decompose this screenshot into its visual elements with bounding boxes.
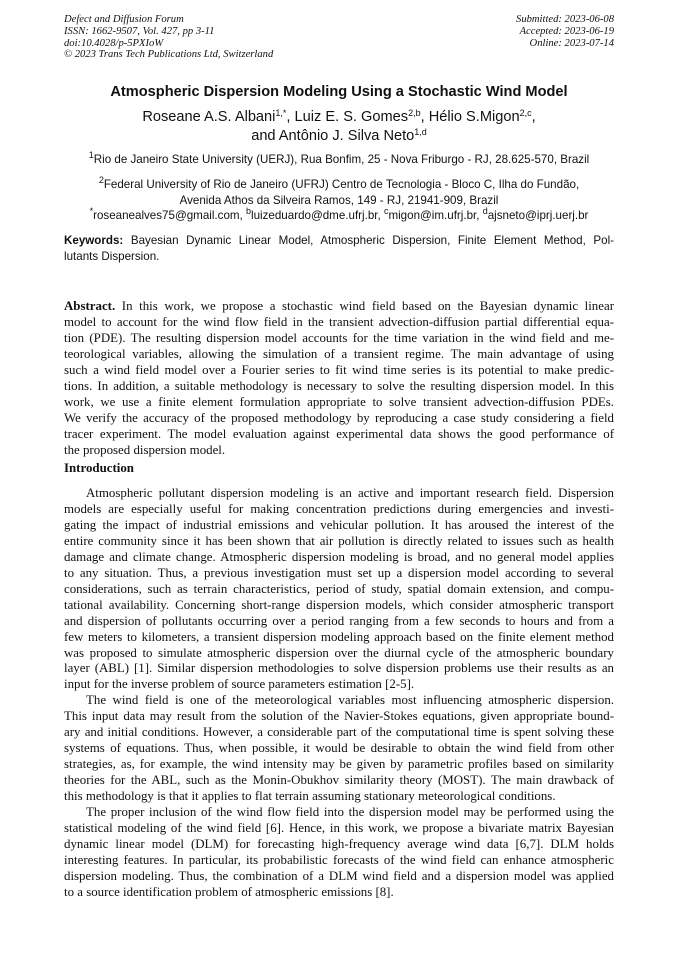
sep: ,	[420, 109, 429, 125]
email[interactable]: roseanealves75@gmail.com,	[93, 209, 246, 222]
emails	[89, 206, 589, 222]
abstract-line: tions. In addition, a suitable methodology is necessary to solve the resulting dispersion model. In this	[64, 378, 614, 393]
author-sup: 1,*	[275, 108, 287, 118]
paragraph-line: considerations, such as terrain characteristics, period of study, spatial domain extension, and compu-	[64, 581, 614, 596]
paragraph-line: tational availability. Concerning short-range dispersion models, which consider atmospheric transport	[64, 597, 614, 612]
issn: ISSN: 1662-9507, Vol. 427, pp 3-11	[64, 25, 215, 37]
introduction-body	[64, 486, 614, 901]
keywords-text: lutants Dispersion.	[64, 249, 160, 263]
author: and Antônio J. Silva Neto	[251, 128, 415, 144]
paragraph-line: Atmospheric pollutant dispersion modeling is an active and important research field. Dispersion	[86, 486, 614, 500]
paragraph-line: strategies, as, for example, the wind intensity may be given by parametric profiles based on similarity	[64, 757, 614, 772]
paragraph-line: The proper inclusion of the wind flow field into the dispersion model may be performed using the	[86, 805, 614, 820]
keywords-text: Bayesian Dynamic Linear Model, Atmospheric Dispersion, Finite Element Method, Pol-	[123, 234, 614, 247]
paragraph-line: interesting features. In particular, its probabilistic forecasts of the wind field can enhance atmospheric	[64, 852, 614, 867]
paragraph-line: The wind field is one of the meteorological variables most influencing atmospheric dispersion.	[86, 693, 614, 708]
paragraph-line: gating the impact of industrial emissions and vehicular pollution. It has aroused the interest of the	[64, 517, 614, 532]
paragraph-line: statistical modeling of the wind field [6]. Hence, in this work, we propose a bivariate matrix Bayesian	[64, 821, 614, 836]
abstract-label: Abstract.	[64, 299, 116, 313]
copyright: © 2023 Trans Tech Publications Ltd, Switzerland	[64, 49, 274, 61]
accepted-date: Accepted: 2023-06-19	[519, 25, 614, 37]
author: Luiz E. S. Gomes	[294, 109, 409, 125]
affiliation-1	[0, 152, 678, 168]
online-date: Online: 2023-07-14	[529, 37, 614, 49]
introduction-heading: Introduction	[64, 461, 134, 475]
keywords	[64, 233, 614, 264]
paragraph-line: entire community since it has been shown that air pollution is directly related to issues such as health	[64, 533, 614, 548]
doi: doi:10.4028/p-5PXIoW	[64, 37, 164, 49]
email[interactable]: migon@im.ufrj.br,	[388, 209, 483, 222]
paragraph-line: and dispersion of pollutants occurring over a period ranging from a few seconds to hours and from a	[64, 613, 614, 628]
aff-sup: 1	[88, 150, 94, 160]
journal-info	[64, 14, 273, 61]
authors	[0, 108, 678, 146]
abstract-line: teorological variables, allowing the simulation of a transient regime. The main advantage of using	[64, 346, 614, 361]
author: Roseane A.S. Albani	[142, 109, 276, 125]
abstract	[64, 299, 614, 459]
paragraph-line: this methodology is that it applies to flat terrain assuming stationary meteorological conditions.	[64, 789, 556, 804]
abstract-line: We verify the accuracy of the proposed methodology by reproducing a case study considering a field	[64, 410, 614, 425]
email-sup: *	[89, 206, 94, 216]
sep: ,	[531, 109, 536, 125]
email[interactable]: ajsneto@iprj.uerj.br	[487, 209, 589, 222]
abstract-line: tracer experiment. The model evaluation against experimental data shows the good performance of	[64, 426, 614, 441]
abstract-line: such a wind field model over a Fourier series to fit wind time series is its potential to make predic-	[64, 362, 614, 377]
paragraph-line: models are especially useful for making concentration predictions during emergencies and investi-	[64, 501, 614, 516]
author-sup: 2,b	[408, 108, 421, 118]
submitted-date: Submitted: 2023-06-08	[516, 14, 614, 25]
affiliation-2	[0, 177, 678, 224]
abstract-line: model to account for the wind flow field in the transient advection-diffusion partial differential equa-	[64, 314, 614, 329]
author-sup: 2,c	[519, 108, 532, 118]
paragraph-line: dynamic linear model (DLM) for forecasting high-frequency average wind data [6,7]. DLM holds	[64, 836, 614, 851]
journal-name: Defect and Diffusion Forum	[64, 14, 184, 25]
email[interactable]: luizeduardo@dme.ufrj.br,	[251, 209, 384, 222]
author: Hélio S.Migon	[428, 109, 520, 125]
paragraph-line: to a source identification problem of atmospheric emissions [8].	[64, 884, 394, 899]
author-sup: 1,d	[414, 127, 427, 137]
paragraph-line: theories for the ABL, such as the Monin-Obukhov similarity theory (MOST). The main drawback of	[64, 773, 614, 788]
abstract-line	[64, 299, 614, 315]
sep: ,	[286, 109, 295, 125]
paragraph-line: This input data may result from the solution of the Navier-Stokes equations, given appropriate bound-	[64, 709, 614, 724]
paper-title: Atmospheric Dispersion Modeling Using a Stochastic Wind Model	[110, 84, 568, 100]
aff-text: Federal University of Rio de Janeiro (UFRJ) Centro de Tecnologia - Bloco C, Ilha do Fundão,	[103, 178, 580, 191]
paragraph-line: systems of equations. Thus, when possible, it would be desirable to obtain the wind field from other	[64, 741, 614, 756]
paragraph-line: dispersion modeling. Thus, the combination of a DLM wind field and a dispersion model was applied	[64, 868, 614, 883]
dates-info	[516, 14, 614, 49]
abstract-line: tion (PDE). The resulting dispersion model accounts for the time variation in the wind field and me-	[64, 330, 614, 345]
email-sup: d	[482, 206, 488, 216]
paragraph-line: few meters to kilometers, a transient dispersion modeling approach based on the finite element method	[64, 629, 614, 644]
abstract-text: In this work, we propose a stochastic wind field based on the Bayesian dynamic linear	[115, 299, 614, 313]
paragraph-line: to any situation. Thus, a previous investigation must set up a dispersion model according to several	[64, 565, 614, 580]
paragraph-line: input for the inverse problem of source parameters estimation [2-5].	[64, 677, 415, 692]
keywords-label: Keywords:	[64, 234, 124, 247]
abstract-line: the proposed dispersion model.	[64, 442, 226, 457]
aff-sup: 2	[98, 175, 104, 185]
email-sup: c	[383, 206, 389, 216]
paragraph-line: layer (ABL) [1]. Similar dispersion methodologies to solve dispersion problems use their results as an	[64, 661, 614, 676]
paragraph-line: damage and climate change. Atmospheric dispersion modeling is broad, and no general model applies	[64, 549, 614, 564]
paragraph-line: ary and initial conditions. However, a considerable part of the computational time is spent solving these	[64, 725, 614, 740]
abstract-line: work, we use a finite element formulation appropriate to solve transient advection-diffusion PDEs.	[64, 394, 614, 409]
email-sup: b	[246, 206, 252, 216]
aff-text: Rio de Janeiro State University (UERJ), Rua Bonfim, 25 - Nova Friburgo - RJ, 28.625-570, Brazil	[93, 153, 590, 166]
aff-text: Avenida Athos da Silveira Ramos, 149 - RJ, 21941-909, Brazil	[179, 193, 499, 207]
paragraph-line: was proposed to simulate atmospheric dispersion over the diurnal cycle of the atmospheric boundary	[64, 645, 614, 660]
